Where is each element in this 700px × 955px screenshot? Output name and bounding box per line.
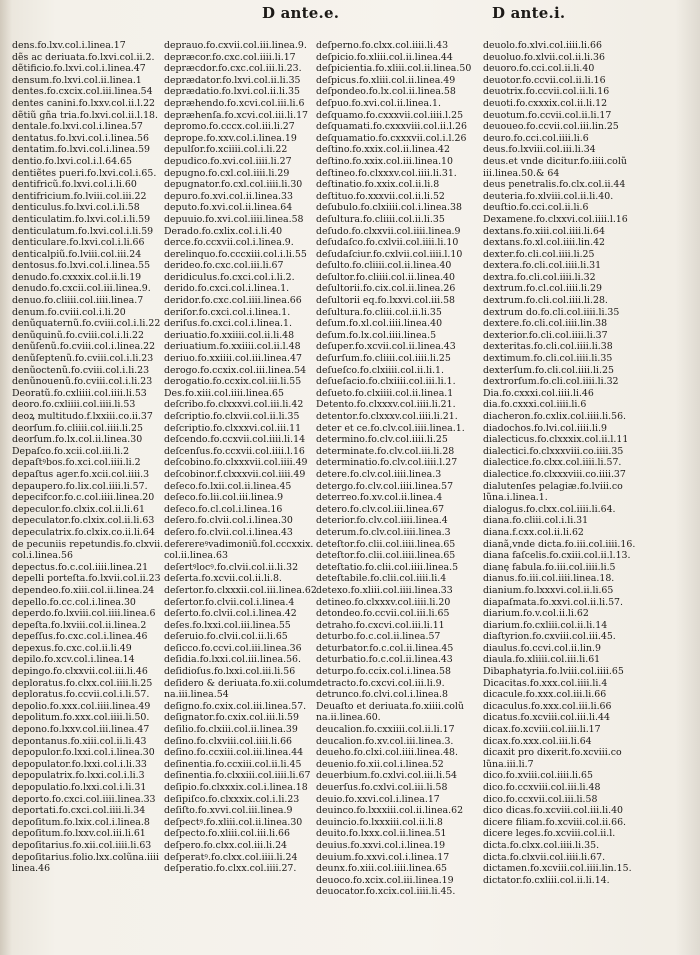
index-entry: deſueto.fo.clxiiii.col.ii.linea.1: [316, 387, 454, 399]
index-entry: dia.fo.cxxxi.col.iiii.li.6: [483, 399, 587, 411]
index-entry: diana faſcelis.fo.cxiii.col.ii.l.13.: [483, 550, 631, 562]
index-entry: depexus.fo.cxc.col.ii.li.49: [12, 642, 132, 654]
index-entry: depono.fo.lxxv.col.iii.linea.47: [12, 724, 150, 736]
index-entry: deoro.fo.cxliiii.col.iiii.li.53: [12, 399, 136, 411]
index-entry: deſulto.fo.cliiii.col.ii.linea.40: [316, 260, 452, 272]
index-entry: deuſtio.fo.cci.col.ii.li.6: [483, 202, 589, 214]
index-entry: deſperno.fo.clxx.col.iiii.li.43: [316, 40, 449, 51]
index-entry: depelli porteſta.fo.lxvii.col.ii.23: [12, 573, 161, 585]
index-entry: deſpuo.fo.xvi.col.ii.linea.1.: [316, 97, 441, 109]
index-entry: dextimum.fo.cli.col.iiii.li.35: [483, 353, 613, 365]
index-entry: deferereꝰvadimoniũ.fol.cccxxix.: [164, 538, 314, 550]
index-entry: diacheron.fo.cxlix.col.iiii.li.56.: [483, 411, 627, 422]
index-entry: deporto.fo.cxci.col.iiii.linea.33: [12, 793, 156, 805]
index-entry: dico.fo.xviii.col.iiii.li.65: [483, 770, 593, 782]
index-entry: deuoco.fo.xcix.col.iii.linea.19: [316, 874, 454, 886]
index-entry: diana.fo.cliii.col.i.li.31: [483, 515, 589, 527]
index-entry: deſero.fo.clvii.col.i.linea.30: [164, 515, 293, 527]
index-entry: dicere leges.fo.xcviii.col.ii.l.: [483, 828, 616, 840]
index-entry: depello.fo.cc.col.i.linea.30: [12, 596, 136, 608]
index-entry: deturpo.fo.ccix.col.i.linea.58: [316, 666, 451, 678]
index-entry: dialecticus.fo.clxxxix.col.ii.l.11: [483, 434, 629, 446]
index-entry: deſinentia.fo.clxxiii.col.iiii.li.67: [164, 770, 311, 782]
index-entry: deſcobino.fo.clxxxvii.col.iiii.49: [164, 457, 308, 469]
index-entry: dialectice.fo.clxxxviii.co.iiii.37: [483, 468, 626, 480]
index-entry: deſudo.fo.clxxvii.col.iiii.linea.9: [316, 225, 461, 237]
index-column-2: [164, 40, 319, 875]
index-entry: Detento.fo.clxxxv.col.iiii.li.21.: [316, 399, 456, 411]
index-entry: deucalion.fo.cxxiiii.col.ii.li.17: [316, 724, 455, 736]
index-entry: deſes.fo.lxxi.col.iii.linea.55: [164, 619, 291, 631]
index-entry: dentosus.fo.lxvi.col.i.linea.55: [12, 260, 151, 272]
running-head-left: D ante.e.: [262, 4, 340, 22]
index-entry: depuuio.fo.xvi.col.iiii.linea.58: [164, 213, 304, 225]
index-entry: deuito.fo.lxxx.col.ii.linea.51: [316, 828, 447, 840]
index-entry: deſcriptio.fo.clxvii.col.ii.li.35: [164, 411, 300, 422]
index-entry: deuoueo.fo.ccvii.col.iii.lin.25: [483, 121, 619, 133]
index-entry: deuenio.fo.xii.col.i.linea.52: [316, 758, 444, 770]
index-entry: dicta.fo.clxvii.col.iiii.li.67.: [483, 851, 606, 863]
index-entry: deueho.fo.clxi.col.iiii.linea.48.: [316, 747, 458, 759]
index-entry: deſignator.fo.cxix.col.iii.li.59: [164, 712, 299, 724]
index-entry: denũnouenũ.fo.cviii.col.i.li.23: [12, 376, 153, 388]
index-entry: deſpecto.fo.xliii.col.iii.li.66: [164, 828, 290, 840]
index-entry: deprædator.fo.lxvi.col.ii.li.35: [164, 74, 301, 86]
index-entry: depeſſus.fo.cxc.col.i.linea.46: [12, 631, 148, 643]
index-entry: deſipio.fo.clxxxix.col.i.linea.18: [164, 782, 308, 793]
index-entry: deſurſum.fo.cliiii.col.iiii.li.25: [316, 353, 451, 365]
index-entry: na.iii.linea.54: [164, 689, 229, 701]
index-entry: dextrum do.fo.cli.col.iiii.li.35: [483, 306, 620, 318]
index-entry: dẽtificio.fo.lxvi.col.i.linea.47: [12, 63, 146, 75]
running-head-right: D ante.i.: [492, 4, 566, 22]
index-entry: deridor.fo.cxc.col.iiii.linea.66: [164, 295, 302, 307]
index-entry: deuotrix.fo.ccvii.col.ii.li.16: [483, 86, 610, 98]
index-entry: dialogus.fo.clxx.col.iiii.li.64.: [483, 503, 616, 515]
index-entry: deſcenſus.fo.ccxvii.col.iiii.l.16: [164, 445, 305, 457]
index-entry: deſum.fo.lx.col.iiii.linea.5: [316, 329, 437, 341]
index-entry: deſubulo.fo.clxiiii.col.i.linea.38: [316, 202, 462, 214]
index-entry: detraho.fo.cxcvi.col.iii.li.11: [316, 619, 445, 631]
index-entry: deſino.fo.ccxiii.col.iii.linea.44: [164, 747, 304, 759]
index-entry: dialutenſes pelagiæ.fo.lviii.co: [483, 480, 623, 492]
index-entry: deſeco.fo.lxii.col.ii.linea.45: [164, 480, 292, 492]
index-entry: deſertor.fo.clvii.col.i.linea.4: [164, 596, 295, 608]
index-entry: deuolo.fo.xlvi.col.iiii.li.66: [483, 40, 602, 51]
index-entry: denudo.fo.cxxxix.col.ii.li.19: [12, 271, 142, 283]
index-entry: depectus.fo.c.col.iiii.linea.21: [12, 561, 149, 573]
index-entry: dexteritas.fo.cli.col.iiii.li.38: [483, 341, 613, 353]
index-entry: deſueſco.fo.clxiiii.col.ii.li.1.: [316, 364, 444, 376]
index-entry: deſtineo.fo.clxxxv.col.iiii.li.31.: [316, 167, 457, 179]
index-entry: deus penetralis.fo.clx.col.ii.44: [483, 179, 626, 191]
page-gutter-shadow: [0, 0, 12, 955]
index-entry: lũna.i.linea.1.: [483, 492, 548, 504]
index-entry: depaſtus ager.fo.xcii.col.iiii.3: [12, 468, 150, 480]
index-entry: diarium.fo.v.col.ii.li.62: [483, 608, 589, 620]
index-entry: deſpero.fo.clxx.col.iii.li.24: [164, 839, 287, 851]
index-entry: deucalion.fo.xv.col.iii.linea.3.: [316, 735, 454, 747]
index-entry: deprope.fo.xxv.col.i.linea.19: [164, 132, 297, 144]
index-entry: dianus.fo.iii.col.iiii.linea.18.: [483, 573, 615, 585]
index-entry: dictamen.fo.xcviii.col.iiii.lin.15.: [483, 863, 632, 875]
index-entry: depecifcor.fo.c.col.iiii.linea.20: [12, 492, 155, 504]
index-entry: de pecuniis repetundis.fo.clxvii.: [12, 538, 164, 550]
index-entry: dicacule.fo.xxx.col.iii.li.66: [483, 689, 607, 701]
index-entry: deteſtatio.fo.clii.col.iiii.linea.5: [316, 561, 459, 573]
index-entry: detere.fo.clv.col.iiii.linea.3: [316, 468, 442, 480]
index-entry: dentio.fo.lxvi.col.i.l.64.65: [12, 155, 132, 167]
index-entry: col.ii.linea.63: [164, 550, 228, 562]
index-entry: diadochos.fo.lvi.col.iiii.li.9: [483, 422, 607, 434]
index-entry: diaula.fo.xliiii.col.iii.li.61: [483, 654, 601, 666]
index-entry: deuocator.fo.xcix.col.iiii.li.45.: [316, 886, 456, 898]
index-entry: denticulatim.fo.lxvi.col.i.li.59: [12, 213, 151, 225]
index-entry: deuotum.fo.ccvii.col.ii.li.17: [483, 109, 612, 121]
index-entry: deſquamati.fo.cxxxviii.col.ii.l.26: [316, 121, 467, 133]
index-entry: deturbo.fo.c.col.ii.linea.57: [316, 631, 441, 643]
index-entry: depulſor.fo.xciiii.col.i.li.22: [164, 144, 288, 156]
index-entry: depopulor.fo.lxxi.col.i.linea.30: [12, 747, 155, 759]
index-entry: depoſitum.fo.lxix.col.i.linea.8: [12, 816, 150, 828]
index-entry: deſero.fo.clvii.col.i.linea.43: [164, 526, 293, 538]
index-entry: deorſum.fo.lx.col.ii.linea.30: [12, 434, 143, 446]
index-entry: deuteria.fo.xlviii.col.ii.li.40.: [483, 190, 614, 202]
index-entry: deſquamo.fo.cxxxvii.col.iiii.l.25: [316, 109, 464, 121]
index-entry: densum.fo.lxvi.col.ii.linea.1: [12, 74, 142, 86]
index-entry: depeculator.fo.clxix.col.ii.li.63: [12, 515, 155, 527]
index-entry: Depaſco.fo.xcii.col.iii.li.2: [12, 445, 130, 457]
index-entry: deſtinatio.fo.xxix.col.ii.li.8: [316, 179, 440, 191]
index-entry: deſigno.fo.cxix.col.iii.linea.57.: [164, 700, 307, 712]
index-entry: derelinquo.fo.cccxiii.col.i.li.55: [164, 248, 307, 260]
index-entry: dẽtiũ gña tria.fo.lxvi.col.ii.l.18.: [12, 109, 158, 121]
index-entry: Dicacitas.fo.xxx.col.iiii.li.4: [483, 677, 608, 689]
index-entry: deteſtor.fo.clii.col.iiii.linea.65: [316, 550, 456, 562]
index-entry: denũquinũ.fo.cviii.col.i.li.22: [12, 329, 144, 341]
index-entry: dentatus.fo.lxvi.col.i.linea.56: [12, 132, 149, 144]
index-entry: deſpicio.fo.xliii.col.ii.linea.44: [316, 51, 453, 63]
index-entry: depaſtꝰbos.fo.xci.col.iiii.li.2: [12, 457, 141, 469]
index-entry: deus.et vnde dicitur.fo.iiii.colũ: [483, 155, 627, 167]
index-entry: depoſitarius.folio.lxx.colũna.iiii: [12, 851, 159, 863]
index-entry: denticulatum.fo.lxvi.col.i.li.59: [12, 225, 154, 237]
index-entry: depolitum.fo.xxx.col.iiii.li.50.: [12, 712, 150, 724]
index-entry: dianã,vnde dicta.fo.iii.col.iiii.16.: [483, 538, 636, 550]
index-entry: dextrorſum.fo.cli.col.iiii.li.32: [483, 376, 619, 388]
index-entry: determinate.fo.clv.col.iii.li.28: [316, 445, 455, 457]
index-entry: deſinentia.fo.ccxiii.col.ii.li.45: [164, 758, 302, 770]
index-entry: dicax.fo.xcviii.col.iii.li.17: [483, 724, 601, 736]
index-entry: deus.fo.lxviii.col.iii.li.34: [483, 144, 596, 156]
index-entry: deſudaſciur.fo.cxlvii.col.iiii.l.10: [316, 248, 463, 260]
index-entry: dicaxit pro dixerit.fo.xcviii.co: [483, 747, 622, 759]
index-entry: denũquaternũ.fo.cviii.col.i.li.22: [12, 318, 161, 330]
index-entry: deunx.fo.xiii.col.iiii.linea.65: [316, 863, 448, 875]
index-entry: depopulatrix.fo.lxxi.col.i.li.3: [12, 770, 145, 782]
index-entry: detondeo.fo.ccvii.col.iii.li.65: [316, 608, 450, 620]
index-entry: deuinco.fo.lxxxiii.col.ii.linea.62: [316, 805, 464, 817]
index-entry: depeculor.fo.clxix.col.ii.li.61: [12, 503, 145, 515]
index-entry: deſquamatio.fo.cxxxvii.col.i.l.26: [316, 132, 467, 144]
index-entry: deſidioſus.fo.lxxi.col.iii.li.56: [164, 666, 296, 678]
index-entry: dico.fo.ccxviii.col.iii.li.48: [483, 782, 601, 793]
index-entry: deſeco.fo.cl.col.i.linea.16: [164, 503, 283, 515]
index-entry: depugno.fo.cxl.col.iiii.li.29: [164, 167, 290, 179]
index-entry: denũoctenũ.fo.cviii.col.i.li.23: [12, 364, 150, 376]
index-entry: dianium.fo.lxxxvi.col.ii.li.65: [483, 584, 614, 596]
index-entry: deſum.fo.xl.col.iiii.linea.40: [316, 318, 443, 330]
index-column-4: [483, 40, 663, 886]
index-entry: depræcdor.fo.cxc.col.iii.li.23.: [164, 63, 302, 75]
index-entry: dicere filiam.fo.xcviii.col.ii.66.: [483, 816, 627, 828]
index-entry: dẽs ac deriuata.fo.lxvi.col.ii.2.: [12, 51, 155, 63]
index-column-1: [12, 40, 166, 875]
index-entry: depuro.fo.xvi.col.ii.linea.33: [164, 190, 293, 202]
index-entry: deſicco.fo.ccvi.col.iii.linea.36: [164, 642, 302, 654]
index-entry: depaupero.fo.lix.col.iiii.li.57.: [12, 480, 148, 492]
index-entry: deuotor.fo.ccvii.col.ii.li.16: [483, 74, 606, 86]
index-entry: Dibaphatyria.fo.lviii.col.iiii.65: [483, 666, 624, 678]
index-entry: detracto.fo.cxcvi.col.iii.li.9.: [316, 677, 445, 689]
index-entry: deſpicus.fo.xliii.col.ii.linea.49: [316, 74, 456, 86]
index-entry: deploratus.fo.ccvii.col.i.li.57.: [12, 689, 150, 701]
index-entry: dianę fabula.fo.iii.col.iiii.li.5: [483, 561, 616, 573]
index-entry: depingo.fo.clxxvii.col.iii.li.46: [12, 666, 148, 678]
index-entry: deſcobinor.f.clxxxvii.col.iiii.49: [164, 468, 306, 480]
index-entry: deſerto.fo.clvii.col.i.linea.42: [164, 608, 297, 620]
index-entry: deteſtabile.fo.clii.col.iiii.li.4: [316, 573, 447, 585]
index-entry: depoſitarius.fo.xii.col.iiii.li.63: [12, 839, 152, 851]
index-entry: deſertor.fo.clxxxii.col.iii.linea.62: [164, 584, 317, 596]
index-entry: depræhendo.fo.xcvi.col.iii.li.6: [164, 97, 305, 109]
index-entry: deſultura.fo.cliii.col.ii.li.35: [316, 306, 442, 318]
index-entry: Des.fo.xiii.col.iiii.linea.65: [164, 387, 284, 399]
index-entry: Deuaſto et deriuata.fo.xiiii.colũ: [316, 700, 464, 712]
index-entry: deſidero & deriuata.fo.xii.colum: [164, 677, 317, 689]
index-entry: deuoti.fo.cxxxix.col.ii.li.12: [483, 97, 608, 109]
page-edge-shadow: [676, 0, 700, 955]
index-entry: derideo.fo.cxc.col.iii.li.67: [164, 260, 284, 272]
index-entry: dentifricũ.fo.lxvi.col.i.li.60: [12, 179, 137, 191]
index-entry: dicatus.fo.xcviii.col.iii.li.44: [483, 712, 610, 724]
index-entry: dialectici.fo.clxxxviii.co.iiii.35: [483, 445, 624, 457]
index-entry: deſerta.fo.xcvii.col.ii.li.8.: [164, 573, 282, 585]
index-entry: detineo.fo.clxxxv.col.iiii.li.20: [316, 596, 451, 608]
index-entry: denum.fo.cviii.col.i.li.20: [12, 306, 126, 318]
index-entry: dicaculus.fo.xxx.col.iii.li.66: [483, 700, 612, 712]
index-entry: deriuo.fo.xxiiii.col.iii.linea.47: [164, 353, 302, 365]
index-column-3: [316, 40, 480, 898]
index-entry: denticulus.fo.lxvi.col.i.li.58: [12, 202, 140, 214]
index-entry: deturbator.fo.c.col.ii.linea.45: [316, 642, 454, 654]
index-entry: Dia.fo.cxxxi.col.iiii.li.46: [483, 387, 594, 399]
index-entry: deſuper.fo.xcvii.col.ii.linea.43: [316, 341, 456, 353]
index-entry: deſultorii eq.fo.lxxvi.col.iii.58: [316, 295, 456, 307]
index-entry: deriſor.fo.cxci.col.i.linea.1.: [164, 306, 291, 318]
index-entry: deterum.fo.clv.col.iiii.linea.3: [316, 526, 451, 538]
index-entry: deuius.fo.xxvi.col.i.linea.19: [316, 839, 446, 851]
index-entry: deriſus.fo.cxci.col.i.linea.1.: [164, 318, 292, 330]
index-entry: deſpicientia.fo.xliii.col.ii.linea.50: [316, 63, 472, 75]
index-entry: depromo.fo.cccx.col.iii.li.27: [164, 121, 295, 133]
index-entry: derido.fo.cxci.col.i.linea.1.: [164, 283, 290, 295]
index-entry: depoſitum.fo.lxxv.col.iii.li.61: [12, 828, 146, 840]
index-entry: deſultorii.fo.cix.col.ii.linea.26: [316, 283, 456, 295]
index-entry: derce.fo.ccxvii.col.i.linea.9.: [164, 237, 294, 249]
index-entry: depopulatio.fo.lxxi.col.i.li.31: [12, 782, 147, 793]
index-entry: dictator.fo.cxliii.col.ii.li.14.: [483, 874, 610, 886]
index-entry: deſultura.fo.cliiii.col.ii.li.35: [316, 213, 445, 225]
index-entry: dico.fo.ccxvii.col.iii.li.58: [483, 793, 598, 805]
index-entry: deridiculus.fo.cxci.col.i.li.2.: [164, 271, 295, 283]
index-entry: depudico.fo.xvi.col.iiii.li.27: [164, 155, 292, 167]
index-entry: depræhenſa.fo.xcvi.col.iii.li.17: [164, 109, 309, 121]
index-entry: diapaſmata.fo.xxvi.col.ii.li.57.: [483, 596, 623, 608]
index-entry: deter et ce.fo.clv.col.iiii.linea.1.: [316, 422, 465, 434]
index-entry: deſpectꝰ.fo.xliii.col.ii.linea.30: [164, 816, 303, 828]
index-entry: denticalpiũ.fo.lviii.col.iii.24: [12, 248, 142, 260]
index-entry: deſiſto.fo.xvvi.col.iii.linea.9: [164, 805, 293, 817]
index-entry: deſultor.fo.cliiii.col.ii.linea.40: [316, 271, 455, 283]
index-entry: deſertꝰlocꝰ.fo.clvii.col.ii.li.32: [164, 561, 299, 573]
index-entry: deſtino.fo.xxix.col.ii.linea.42: [316, 144, 450, 156]
index-entry: denuo.fo.cliiii.col.iiii.linea.7: [12, 295, 144, 307]
index-entry: dextere.fo.cli.col.iiii.lin.38: [483, 318, 608, 330]
index-entry: depeſta.fo.lxviii.col.ii.linea.2: [12, 619, 147, 631]
index-entry: dicax.fo.xxx.col.iii.li.64: [483, 735, 592, 747]
index-entry: deſperatꝰ.fo.clxx.col.iiii.li.24: [164, 851, 298, 863]
index-entry: dentes canini.fo.lxxv.col.ii.l.22: [12, 97, 156, 109]
index-entry: deprauo.fo.cxvii.col.iii.linea.9.: [164, 40, 307, 51]
index-entry: depolio.fo.xxx.col.iiii.linea.49: [12, 700, 151, 712]
index-entry: deſino.fo.clxviii.col.iiii.li.66: [164, 735, 293, 747]
index-entry: denticulare.fo.lxvi.col.i.li.66: [12, 237, 145, 249]
index-entry: dentes.fo.cxcix.col.iii.linea.54: [12, 86, 153, 98]
index-entry: deuium.fo.xxvi.col.i.linea.17: [316, 851, 450, 863]
index-entry: detexo.fo.xliii.col.iiii.linea.33: [316, 584, 453, 596]
index-entry: deuoro.fo.cci.col.ii.li.40: [483, 63, 595, 75]
index-entry: deoꝝ multitudo.f.lxxiii.co.ii.37: [12, 411, 153, 422]
index-entry: deuro.fo.cci.col.iiii.li.6: [483, 132, 589, 144]
index-entry: iii.linea.50.& 64: [483, 167, 560, 179]
index-entry: deſcribo.fo.clxxxvi.col.iii.li.42: [164, 399, 304, 411]
index-entry: deſueſacio.fo.clxiiii.col.iii.li.1.: [316, 376, 456, 388]
index-entry: deriuatio.fo.xxiiii.col.ii.li.48: [164, 329, 295, 341]
index-entry: deſilio.fo.clxiii.col.ii.linea.39: [164, 724, 298, 736]
index-entry: deturbatio.fo.c.col.ii.linea.43: [316, 654, 453, 666]
index-entry: dentale.fo.lxvi.col.i.linea.57: [12, 121, 143, 133]
index-entry: depræcor.fo.cxc.col.iiii.li.17: [164, 51, 296, 63]
index-entry: dextera.fo.cli.col.iiii.li.31: [483, 260, 602, 272]
index-entry: deriuatium.fo.xxiiii.col.ii.l.48: [164, 341, 301, 353]
index-entry: denũſenũ.fo.cviii.col.i.linea.22: [12, 341, 156, 353]
index-entry: dextrum.fo.cl.col.iiii.li.29: [483, 283, 602, 295]
index-entry: dentiẽtes pueri.fo.lxvi.col.i.65.: [12, 167, 157, 179]
index-entry: dextrum.fo.cli.col.iiii.li.28.: [483, 295, 608, 307]
index-entry: diana.f.cxx.col.ii.li.62: [483, 526, 584, 538]
index-entry: deſtituo.fo.xxxvii.col.ii.li.52: [316, 190, 445, 202]
index-entry: deſpondeo.fo.lx.col.ii.linea.58: [316, 86, 456, 98]
index-entry: Derado.fo.cxlix.col.i.li.40: [164, 225, 283, 237]
index-entry: depopulator.fo.lxxi.col.i.li.33: [12, 758, 147, 770]
index-entry: deſeco.fo.lii.col.iii.linea.9: [164, 492, 284, 504]
index-entry: deputo.fo.xvi.col.ii.linea.64: [164, 202, 293, 214]
index-entry: determino.fo.clv.col.iiii.li.25: [316, 434, 448, 446]
index-entry: dentatim.fo.lxvi.col.i.linea.59: [12, 144, 151, 156]
index-entry: deuerſus.fo.cxlvi.col.iii.li.58: [316, 782, 448, 793]
index-entry: detentor.fo.clxxxv.col.iiii.li.21.: [316, 411, 458, 422]
index-entry: detergo.fo.clv.col.iiii.linea.57: [316, 480, 454, 492]
index-entry: dicta.fo.clxx.col.iiii.li.35.: [483, 839, 600, 851]
index-entry: dependeo.fo.xiii.col.ii.linea.24: [12, 584, 155, 596]
index-entry: deuoluo.fo.xlvii.col.ii.li.36: [483, 51, 605, 63]
index-entry: deuerbium.fo.cxlvi.col.iii.li.54: [316, 770, 458, 782]
index-entry: deſperatio.fo.clxx.col.iiii.27.: [164, 863, 297, 875]
index-entry: diarium.fo.cxliii.col.ii.li.14: [483, 619, 608, 631]
index-entry: deteſtor.fo.clii.col.iiii.linea.65: [316, 538, 456, 550]
index-entry: deperdo.fo.lxviii.col.iiii.linea.6: [12, 608, 156, 620]
index-entry: dialectice.fo.clxx.col.iiii.li.57.: [483, 457, 622, 469]
index-entry: detrunco.fo.clvi.col.i.linea.8: [316, 689, 449, 701]
index-entry: dextans.fo.xiii.col.iiii.li.64: [483, 225, 605, 237]
index-entry: deſudaſco.fo.cxlvii.col.iiii.li.10: [316, 237, 459, 249]
index-entry: deſcendo.fo.ccxvii.col.iiii.li.14: [164, 434, 306, 446]
index-entry: dentifricium.fo.lviii.col.iii.22: [12, 190, 147, 202]
index-entry: na.ii.linea.60.: [316, 712, 381, 724]
index-entry: derogatio.fo.ccxix.col.iii.li.55: [164, 376, 302, 388]
index-entry: deuincio.fo.lxxxiii.col.ii.li.8: [316, 816, 443, 828]
index-entry: deſipiſco.fo.clxxxix.col.i.li.23: [164, 793, 300, 805]
index-entry: deorſum.fo.cliiii.col.iiii.li.25: [12, 422, 143, 434]
index-entry: detero.fo.clv.col.iii.linea.67: [316, 503, 445, 515]
index-entry: deſidia.fo.lxxi.col.iii.linea.56.: [164, 654, 301, 666]
index-entry: deterior.fo.clv.col.iiii.linea.4: [316, 515, 448, 527]
index-entry: deportati.fo.cxci.col.iiii.li.34: [12, 805, 146, 817]
index-entry: depugnator.fo.cxl.col.iiii.li.30: [164, 179, 303, 191]
index-entry: denudo.fo.cxcii.col.iii.linea.9.: [12, 283, 151, 295]
index-entry: deſcriptio.fo.clxxxvi.col.iii.11: [164, 422, 302, 434]
index-entry: determinatio.fo.clv.col.iiii.l.27: [316, 457, 458, 469]
index-entry: dexter.fo.cli.col.iiii.li.25: [483, 248, 595, 260]
index-entry: diaulus.fo.ccvi.col.ii.lin.9: [483, 642, 601, 654]
index-entry: deterreo.fo.xv.col.ii.linea.4: [316, 492, 443, 504]
index-entry: deploratus.fo.clxx.col.iiii.li.25: [12, 677, 153, 689]
index-entry: derogo.fo.ccxix.col.iii.linea.54: [164, 364, 307, 376]
index-entry: deuio.fo.xxvi.col.i.linea.17: [316, 793, 440, 805]
index-entry: dextra.fo.cli.col.iiii.li.32: [483, 271, 596, 283]
index-entry: dico dicas.fo.xcviii.col.iii.li.40: [483, 805, 623, 817]
index-entry: linea.46: [12, 863, 51, 875]
index-entry: diaſtyrion.fo.cxviii.col.iii.45.: [483, 631, 616, 643]
index-entry: depilo.fo.xcv.col.i.linea.14: [12, 654, 135, 666]
index-entry: dextans.fo.xl.col.iiii.lin.42: [483, 237, 606, 249]
index-entry: depeculatrix.fo.clxix.co.ii.li.64: [12, 526, 155, 538]
index-entry: dexterſum.fo.cli.col.iiii.li.25: [483, 364, 614, 376]
index-entry: deſeruio.fo.clvii.col.ii.li.65: [164, 631, 288, 643]
index-entry: denũſeptenũ.fo.cviii.col.i.li.23: [12, 353, 154, 365]
index-entry: Deoratũ.fo.cxliiii.col.iiii.li.53: [12, 387, 147, 399]
index-entry: depontanus.fo.xiii.col.ii.li.43: [12, 735, 147, 747]
index-entry: deprædatio.fo.lxvi.col.ii.li.35: [164, 86, 300, 98]
index-entry: lũna.iii.li.7: [483, 758, 534, 770]
index-entry: dens.fo.lxv.col.i.linea.17: [12, 40, 126, 51]
index-entry: deſtino.fo.xxix.col.iii.linea.10: [316, 155, 453, 167]
index-entry: dexterior.fo.cli.col.iiii.li.37: [483, 329, 608, 341]
index-entry: col.i.linea.56: [12, 550, 73, 562]
index-entry: Dexamene.fo.clxxvi.col.iiii.l.16: [483, 213, 628, 225]
